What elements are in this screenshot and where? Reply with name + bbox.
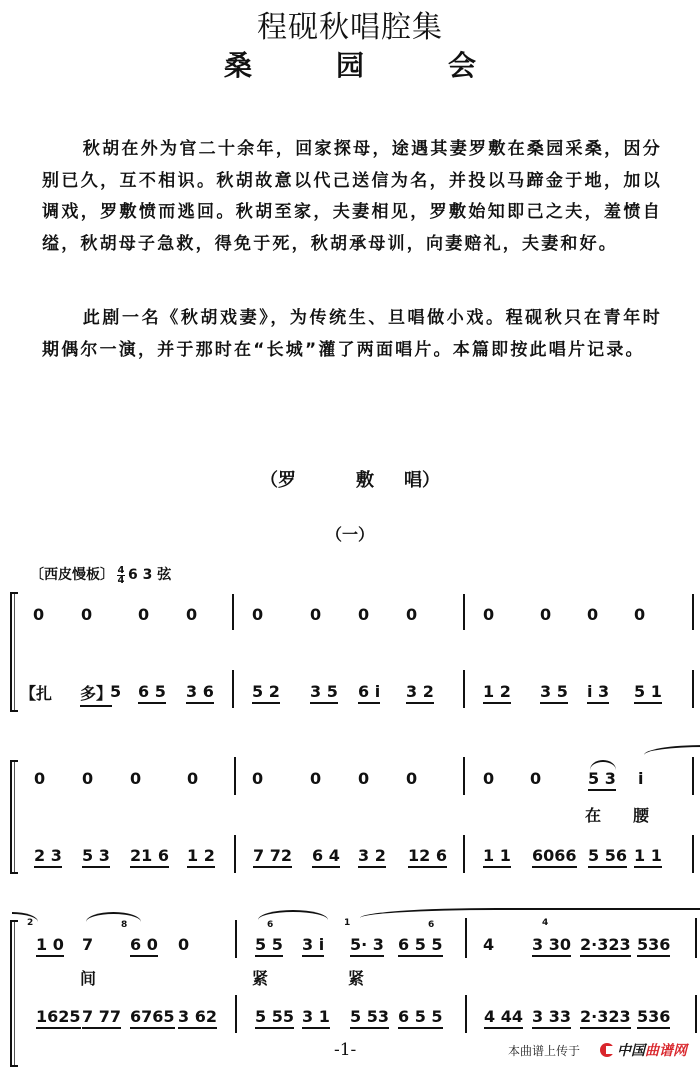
note: 0: [138, 605, 150, 624]
note: 0: [483, 605, 495, 624]
note: 0: [587, 605, 599, 624]
note-group: 5 5: [255, 936, 283, 957]
time-sig-bottom: 4: [117, 574, 125, 586]
tie: [644, 745, 700, 755]
note: 0: [634, 605, 646, 624]
note-group: 2·323: [580, 936, 631, 957]
note: 0: [33, 605, 45, 624]
barline: [692, 594, 694, 630]
note: i: [638, 769, 644, 788]
note-group: 3 62: [178, 1008, 217, 1029]
lyric: 腰: [633, 806, 650, 825]
note-group: 5 56: [588, 847, 627, 868]
logo-text-1: 中国: [617, 1043, 645, 1059]
grace-note: 8: [121, 920, 128, 930]
site-logo[interactable]: [600, 1040, 687, 1060]
note-group: 3 6: [186, 683, 214, 704]
intro-paragraph-1: 秋胡在外为官二十余年，回家探母，途遇其妻罗敷在桑园采桑，因分别已久，互不相识。秋胡故意以代己送信为名，并投以马蹄金于地，加以调戏，罗敷愤而逃回。秋胡至家，夫妻相见，罗敷始知即己之夫，羞愤自缢，秋胡母子急救，得免于死，秋胡承母训，向妻赔礼，夫妻和好。: [42, 139, 662, 254]
note-group: 3 33: [532, 1008, 571, 1029]
system-bracket: [10, 760, 18, 874]
note-group: 2·323: [580, 1008, 631, 1029]
system-bracket: [10, 920, 18, 1067]
barline: [692, 670, 694, 708]
key-label: 6 3 弦: [128, 567, 172, 583]
note: 0: [310, 605, 322, 624]
note-group: 5 3: [82, 847, 110, 868]
upload-note: 本曲谱上传于: [508, 1044, 581, 1058]
barline: [463, 670, 465, 708]
singer-label-part: （罗: [260, 470, 296, 491]
note-group: 6 5 5: [398, 1008, 443, 1029]
note-group: i 3: [587, 683, 609, 704]
note: 0: [187, 769, 199, 788]
note: 0: [530, 769, 542, 788]
note: 0: [186, 605, 198, 624]
note-group: 1 2: [483, 683, 511, 704]
singer-label: [0, 466, 700, 492]
piece-title: [0, 44, 700, 84]
note-group: 1 0: [36, 936, 64, 957]
note-group: 6 0: [130, 936, 158, 957]
note: 0: [406, 769, 418, 788]
note: 0: [81, 605, 93, 624]
barline: [695, 995, 697, 1033]
piece-title-char: 会: [448, 49, 477, 82]
lyric: 紧: [252, 969, 269, 988]
barline: [232, 594, 234, 630]
note-group: 3 i: [302, 936, 324, 957]
barline: [463, 594, 465, 630]
lyric: 紧: [348, 969, 365, 988]
singer-label-part: 敷: [356, 470, 374, 491]
time-sig-top: 4: [117, 564, 125, 576]
note-group: 1 1: [483, 847, 511, 868]
note-group: 6 i: [358, 683, 380, 704]
tempo-marking: [30, 564, 171, 585]
note: 7: [82, 935, 94, 954]
barline: [232, 670, 234, 708]
intro-paragraph-2: 此剧一名《秋胡戏妻》，为传统生、旦唱做小戏。程砚秋只在青年时期偶尔一演，并于那时在“长城”灌了两面唱片。本篇即按此唱片记录。: [42, 308, 662, 360]
note: 5: [110, 682, 122, 701]
note-group: 12 6: [408, 847, 447, 868]
note-group: 6 5 5: [398, 936, 443, 957]
section-label: （一）: [325, 525, 374, 544]
barline: [465, 918, 467, 958]
note-group: 5 2: [252, 683, 280, 704]
note: 4: [483, 935, 495, 954]
note: 0: [252, 605, 264, 624]
slur: [258, 910, 328, 920]
note-group: 5 1: [634, 683, 662, 704]
note-group: 1625: [36, 1008, 81, 1029]
barline: [692, 757, 694, 795]
note-group: 5 53: [350, 1008, 389, 1029]
note-group: 3 30: [532, 936, 571, 957]
note-group: 5 3: [588, 770, 616, 791]
note-group: 6 4: [312, 847, 340, 868]
logo-icon: [600, 1043, 614, 1057]
page-number: -1-: [334, 1040, 357, 1060]
barline: [463, 757, 465, 795]
note-group: 1 1: [634, 847, 662, 868]
note-group: 3 1: [302, 1008, 330, 1029]
note-group: 3 5: [310, 683, 338, 704]
note-group: 7 72: [253, 847, 292, 868]
note: 0: [358, 605, 370, 624]
system-bracket: [10, 592, 18, 712]
barline: [235, 995, 237, 1033]
note-group: 5· 3: [350, 936, 384, 957]
note: 0: [82, 769, 94, 788]
note-group: 7 77: [82, 1008, 121, 1029]
piece-title-char: 桑: [223, 49, 252, 82]
note-group: 6 5: [138, 683, 166, 704]
note-group: 3 5: [540, 683, 568, 704]
barline: [234, 757, 236, 795]
note-group: 6066: [532, 847, 577, 868]
slur: [86, 912, 141, 922]
lyric: 在: [585, 806, 602, 825]
grace-note: 6: [428, 920, 435, 930]
note: 0: [130, 769, 142, 788]
piece-title-char: 园: [335, 49, 364, 82]
note: 0: [178, 935, 190, 954]
barline: [465, 995, 467, 1033]
note: 0: [310, 769, 322, 788]
note: 0: [252, 769, 264, 788]
book-title: 程砚秋唱腔集: [257, 10, 443, 45]
singer-label-part: 唱）: [404, 470, 440, 491]
note-group: 5 55: [255, 1008, 294, 1029]
barline: [695, 918, 697, 958]
percussion-prefix: 多】: [80, 681, 112, 707]
grace-note: 6: [267, 920, 274, 930]
note: 0: [358, 769, 370, 788]
percussion-prefix: 【扎: [20, 684, 53, 703]
grace-note: 4: [542, 918, 549, 928]
note-group: 1 2: [187, 847, 215, 868]
slur: [360, 908, 700, 918]
note-group: 536: [637, 936, 670, 957]
logo-text-2: 曲谱网: [645, 1043, 687, 1059]
grace-note: 1: [344, 918, 351, 928]
note-group: 21 6: [130, 847, 169, 868]
note-group: 536: [637, 1008, 670, 1029]
note: 0: [406, 605, 418, 624]
note-group: 3 2: [358, 847, 386, 868]
note-group: 2 3: [34, 847, 62, 868]
note: 0: [483, 769, 495, 788]
note-group: 3 2: [406, 683, 434, 704]
lyric: 间: [80, 969, 97, 988]
note-group: 6765: [130, 1008, 175, 1029]
note-group: 4 44: [484, 1008, 523, 1029]
barline: [463, 835, 465, 873]
barline: [235, 920, 237, 958]
time-signature: [117, 566, 125, 585]
grace-note: 2: [27, 918, 34, 928]
note: 0: [34, 769, 46, 788]
barline: [692, 835, 694, 873]
tie: [12, 912, 38, 922]
barline: [234, 835, 236, 873]
tempo-label: 〔西皮慢板〕: [30, 567, 114, 583]
note: 0: [540, 605, 552, 624]
